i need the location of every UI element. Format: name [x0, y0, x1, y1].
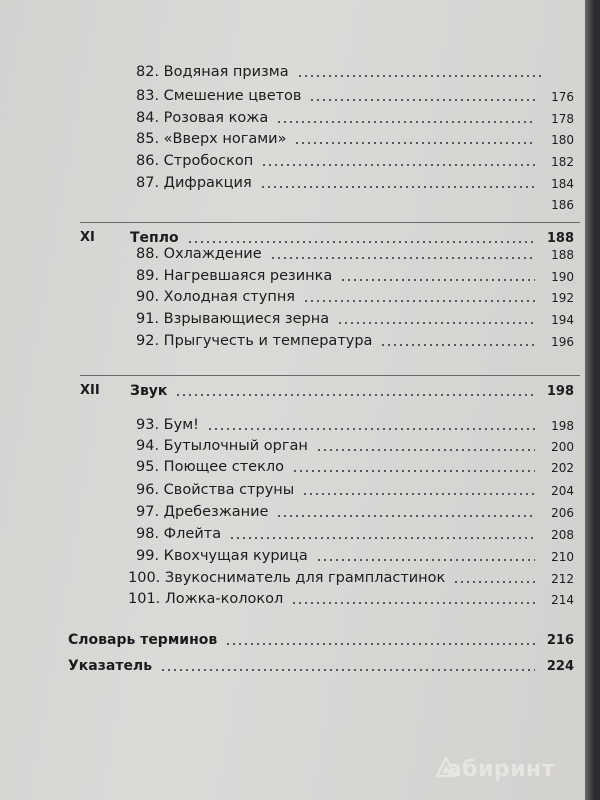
entry-title: 86. Стробоскоп — [136, 153, 254, 169]
toc-row — [0, 331, 585, 353]
dot-leader — [297, 75, 545, 77]
dot-leader — [303, 300, 535, 302]
dot-leader — [229, 537, 535, 539]
page-number: 178 — [551, 112, 574, 126]
dot-leader — [453, 581, 535, 583]
toc-row — [0, 129, 585, 151]
entry-title: 82. Водяная призма — [136, 64, 289, 80]
dot-leader — [380, 344, 535, 346]
chapter-divider — [80, 222, 580, 223]
page-number: 210 — [551, 550, 574, 564]
toc-row — [0, 287, 585, 309]
page-number: 206 — [551, 506, 574, 520]
page-number: 196 — [551, 335, 574, 349]
dot-leader — [337, 322, 535, 324]
page-number: 176 — [551, 90, 574, 104]
toc-row — [0, 309, 585, 331]
entry-title: 84. Розовая кожа — [136, 110, 269, 126]
toc-row — [0, 86, 585, 108]
toc-row — [0, 436, 585, 458]
toc-row — [0, 151, 585, 173]
page-number: 200 — [551, 440, 574, 454]
dot-leader — [302, 493, 535, 495]
chapter-row — [0, 381, 585, 403]
toc-row — [0, 524, 585, 546]
watermark-text: абиринт — [446, 757, 555, 782]
dot-leader — [340, 279, 535, 281]
chapter-number: XII — [80, 383, 100, 398]
entry-title: 89. Нагревшаяся резинка — [136, 268, 333, 284]
page-edge-shadow — [585, 0, 600, 800]
entry-title: 98. Флейта — [136, 526, 222, 542]
toc-row — [0, 589, 585, 611]
chapter-number: XI — [80, 230, 95, 245]
page-number: 214 — [551, 593, 574, 607]
page-number: 188 — [546, 231, 574, 246]
entry-title: Словарь терминов — [68, 632, 218, 648]
page-number: 184 — [551, 177, 574, 191]
section-row — [0, 630, 585, 652]
entry-title: 90. Холодная ступня — [136, 289, 296, 305]
page-number: 216 — [546, 633, 574, 648]
toc-row — [0, 568, 585, 590]
toc-row — [0, 415, 585, 437]
toc-row — [0, 457, 585, 479]
page-number: 190 — [551, 270, 574, 284]
entry-title: 87. Дифракция — [136, 175, 252, 191]
dot-leader — [187, 241, 535, 243]
page-number: 204 — [551, 484, 574, 498]
dot-leader — [291, 602, 535, 604]
entry-title: 95. Поющее стекло — [136, 459, 284, 475]
page-number: 186 — [551, 198, 574, 212]
entry-title: Тепло — [130, 230, 179, 246]
entry-title: 83. Смешение цветов — [136, 88, 302, 104]
toc-row — [0, 480, 585, 502]
dot-leader — [225, 643, 535, 645]
entry-title: 97. Дребезжание — [136, 504, 269, 520]
page-number: 182 — [551, 155, 574, 169]
dot-leader — [292, 470, 535, 472]
dot-leader — [160, 669, 535, 671]
entry-title: Указатель — [68, 658, 153, 674]
toc-row — [0, 546, 585, 568]
page-number: 202 — [551, 461, 574, 475]
toc-row — [0, 108, 585, 130]
entry-title: 93. Бум! — [136, 417, 199, 433]
chapter-divider — [80, 375, 580, 376]
page-number: 212 — [551, 572, 574, 586]
page-number: 180 — [551, 133, 574, 147]
dot-leader — [276, 121, 535, 123]
entry-title: 100. Звукосниматель для грампластинок — [128, 570, 446, 586]
section-row — [0, 656, 585, 678]
page-number: 198 — [546, 384, 574, 399]
page-number: 198 — [551, 419, 574, 433]
page-number: 224 — [546, 659, 574, 674]
entry-title: 92. Прыгучесть и температура — [136, 333, 373, 349]
toc-row — [0, 502, 585, 524]
dot-leader — [261, 164, 535, 166]
page-number: 192 — [551, 291, 574, 305]
dot-leader — [316, 449, 535, 451]
dot-leader — [175, 394, 535, 396]
toc-row — [0, 62, 585, 84]
entry-title: 99. Квохчущая курица — [136, 548, 308, 564]
page-number: 194 — [551, 313, 574, 327]
entry-title: Звук — [130, 383, 168, 399]
dot-leader — [309, 99, 535, 101]
page-number: 208 — [551, 528, 574, 542]
toc-row — [0, 244, 585, 266]
entry-title: 101. Ложка-колокол — [128, 591, 284, 607]
entry-title: 91. Взрывающиеся зерна — [136, 311, 330, 327]
toc-row — [0, 194, 585, 216]
toc-row — [0, 266, 585, 288]
dot-leader — [270, 257, 535, 259]
entry-title: 96. Свойства струны — [136, 482, 295, 498]
entry-title: 94. Бутылочный орган — [136, 438, 308, 454]
dot-leader — [316, 559, 535, 561]
dot-leader — [294, 142, 535, 144]
entry-title: 88. Охлаждение — [136, 246, 262, 262]
toc-row — [0, 173, 585, 195]
dot-leader — [276, 515, 535, 517]
dot-leader — [207, 428, 535, 430]
dot-leader — [260, 186, 535, 188]
entry-title: 85. «Вверх ногами» — [136, 131, 287, 147]
page-number: 188 — [551, 248, 574, 262]
